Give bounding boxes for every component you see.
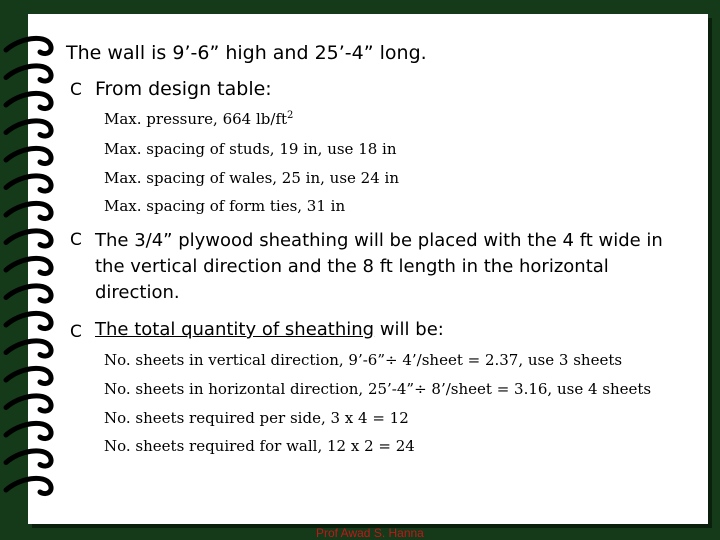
- sheet-item-vertical: No. sheets in vertical direction, 9’-6”÷ 4’/sheet = 2.37, use 3 sheets: [104, 351, 623, 369]
- bullet-plywood: The 3/4” plywood sheathing will be placed with the 4 ft wide in the vertical direction and the 8 ft length in the horizontal direction.: [95, 230, 663, 303]
- binding-ring: [6, 423, 51, 438]
- bullet-icon: C: [70, 230, 82, 250]
- binding-ring: [6, 313, 51, 328]
- binding-ring: [6, 176, 51, 191]
- bullet-icon: C: [70, 322, 82, 342]
- bullet-total-quantity: The total quantity of sheathing will be:: [95, 319, 444, 340]
- footer-author: Prof Awad S. Hanna: [316, 526, 424, 540]
- bullet-icon: C: [70, 80, 82, 100]
- binding-ring: [6, 478, 51, 493]
- design-item-ties: Max. spacing of form ties, 31 in: [104, 197, 346, 215]
- sheet-item-wall: No. sheets required for wall, 12 x 2 = 24: [104, 437, 415, 455]
- binding-ring: [6, 258, 51, 273]
- binding-ring: [6, 203, 51, 218]
- binding-ring: [6, 396, 51, 411]
- binding-ring: [6, 341, 51, 356]
- binding-ring: [6, 93, 51, 108]
- sheet-item-per-side: No. sheets required per side, 3 x 4 = 12: [104, 409, 409, 427]
- slide-title: The wall is 9’-6” high and 25’-4” long.: [66, 42, 427, 64]
- bullet-design-table: From design table:: [95, 78, 272, 100]
- binding-ring: [6, 368, 51, 383]
- binding-ring: [6, 121, 51, 136]
- spiral-binding: [0, 0, 60, 540]
- design-item-studs: Max. spacing of studs, 19 in, use 18 in: [104, 140, 397, 158]
- design-item-wales: Max. spacing of wales, 25 in, use 24 in: [104, 169, 399, 187]
- binding-ring: [6, 451, 51, 466]
- binding-ring: [6, 231, 51, 246]
- sheet-item-horizontal: No. sheets in horizontal direction, 25’-4”÷ 8’/sheet = 3.16, use 4 sheets: [104, 380, 652, 398]
- binding-ring: [6, 66, 51, 81]
- binding-ring: [6, 38, 51, 53]
- binding-ring: [6, 148, 51, 163]
- design-item-pressure: Max. pressure, 664 $lb/ft^2$: [104, 110, 294, 128]
- binding-ring: [6, 286, 51, 301]
